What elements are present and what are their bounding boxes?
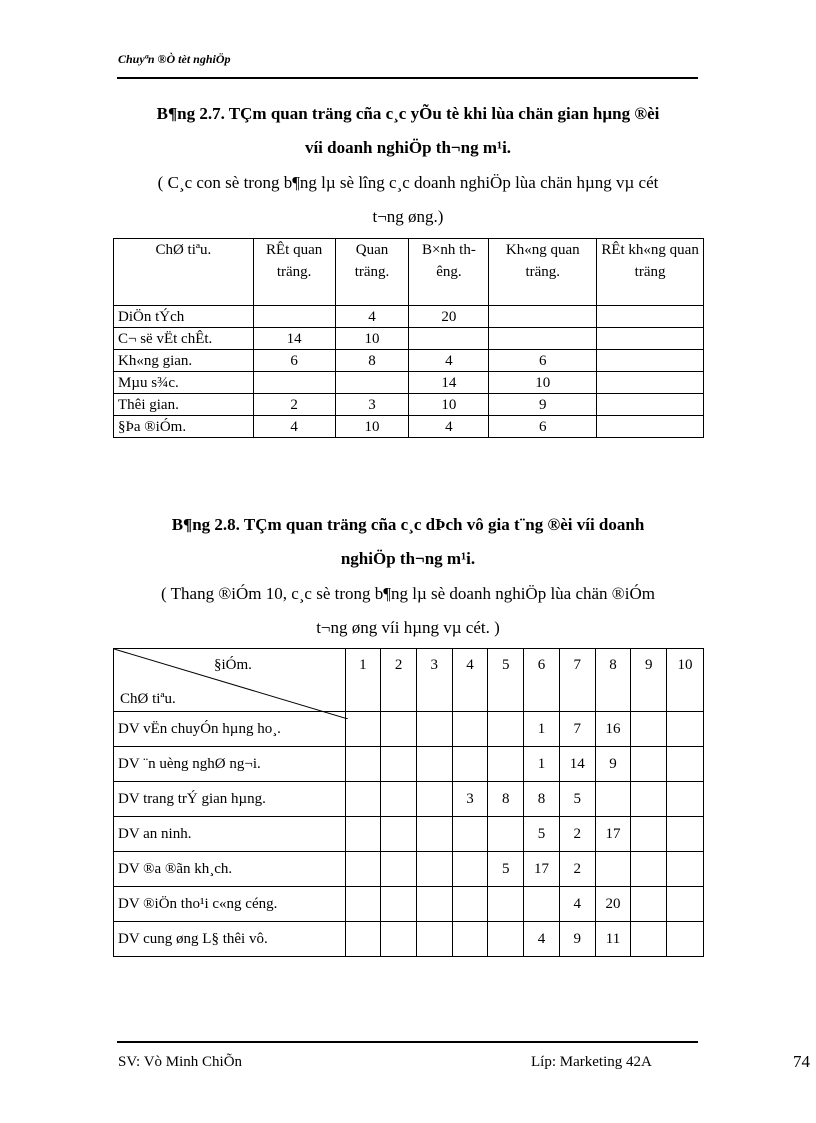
- table-cell: 4: [524, 922, 560, 957]
- table-cell: [409, 328, 489, 350]
- header-not-important: Kh«ng quan träng.: [489, 239, 597, 306]
- table-cell: 3: [452, 782, 488, 817]
- table-cell: 11: [595, 922, 631, 957]
- table-row: [114, 350, 704, 372]
- table-cell: 8: [488, 782, 524, 817]
- value-added-services-table: [113, 648, 704, 957]
- table-cell: 8: [335, 350, 409, 372]
- table-row: [114, 887, 704, 922]
- table-cell: [595, 852, 631, 887]
- table-cell: 9: [559, 922, 595, 957]
- table-cell: [667, 747, 704, 782]
- table-cell: [253, 306, 335, 328]
- table-cell: [631, 887, 667, 922]
- importance-factors-table: [113, 238, 704, 438]
- table1-title-line1: B¶ng 2.7. TÇm quan träng cña c¸c yÕu tè khi lùa chän gian hµng ®èi: [156, 104, 660, 123]
- service-cell: DV ®a ®ãn kh¸ch.: [114, 852, 346, 887]
- score-column-header: 7: [559, 649, 595, 712]
- table-cell: 1: [524, 747, 560, 782]
- table-cell: 1: [524, 712, 560, 747]
- table-cell: [488, 922, 524, 957]
- table-row: [114, 328, 704, 350]
- score-column-header: 10: [667, 649, 704, 712]
- score-column-header: 4: [452, 649, 488, 712]
- score-column-header: 3: [416, 649, 452, 712]
- table-cell: 4: [335, 306, 409, 328]
- table-cell: [345, 747, 381, 782]
- header-very-important: RÊt quan träng.: [253, 239, 335, 306]
- table-cell: [416, 747, 452, 782]
- criteria-cell: Kh«ng gian.: [114, 350, 254, 372]
- header-rule: [117, 77, 698, 79]
- table-cell: 2: [559, 852, 595, 887]
- header-important: Quan träng.: [335, 239, 409, 306]
- table-cell: [667, 887, 704, 922]
- header-normal: B×nh thêng.: [409, 239, 489, 306]
- criteria-cell: C¬ së vËt chÊt.: [114, 328, 254, 350]
- page-number: 74: [793, 1052, 810, 1071]
- table-cell: [416, 817, 452, 852]
- table-cell: 7: [559, 712, 595, 747]
- table-cell: 3: [335, 394, 409, 416]
- table-cell: 6: [489, 350, 597, 372]
- table-cell: [416, 782, 452, 817]
- table-cell: 14: [409, 372, 489, 394]
- table-cell: [335, 372, 409, 394]
- table-cell: 2: [253, 394, 335, 416]
- table-cell: [416, 712, 452, 747]
- table-cell: [597, 328, 704, 350]
- table-cell: [452, 712, 488, 747]
- table-cell: [381, 782, 417, 817]
- table-row: [114, 306, 704, 328]
- table2-note-line2: t¬ng øng víi hµng vµ cét. ): [316, 618, 500, 637]
- table-cell: 4: [409, 350, 489, 372]
- table-cell: 20: [409, 306, 489, 328]
- table-row: [114, 747, 704, 782]
- corner-criteria-label: ChØ tiªu.: [120, 691, 176, 707]
- table-cell: [597, 350, 704, 372]
- table1-title-line2: víi doanh nghiÖp th¬ng m¹i.: [304, 138, 512, 157]
- table-cell: 14: [559, 747, 595, 782]
- table-cell: 9: [595, 747, 631, 782]
- class-name: Líp: Marketing 42A: [531, 1054, 652, 1070]
- table-cell: 6: [489, 416, 597, 438]
- service-cell: DV vËn chuyÓn hµng ho¸.: [114, 712, 346, 747]
- table-cell: [452, 817, 488, 852]
- table-row: [114, 394, 704, 416]
- table-row: [114, 852, 704, 887]
- table-row: [114, 922, 704, 957]
- table-cell: 10: [335, 416, 409, 438]
- table-cell: [597, 394, 704, 416]
- table-cell: [345, 817, 381, 852]
- table-cell: 14: [253, 328, 335, 350]
- table-cell: [667, 782, 704, 817]
- table-cell: [667, 922, 704, 957]
- table-cell: [597, 372, 704, 394]
- criteria-cell: DiÖn tÝch: [114, 306, 254, 328]
- table-cell: [452, 887, 488, 922]
- table-cell: [488, 887, 524, 922]
- table-cell: [488, 712, 524, 747]
- table-cell: 8: [524, 782, 560, 817]
- table-cell: [452, 852, 488, 887]
- table-cell: [597, 416, 704, 438]
- table-cell: [416, 887, 452, 922]
- table-cell: [631, 922, 667, 957]
- criteria-cell: §Þa ®iÓm.: [114, 416, 254, 438]
- service-cell: DV cung øng L§ thêi vô.: [114, 922, 346, 957]
- table-cell: [488, 747, 524, 782]
- score-column-header: 9: [631, 649, 667, 712]
- table-cell: [631, 852, 667, 887]
- table-cell: [597, 306, 704, 328]
- corner-cell: [114, 649, 346, 712]
- table-cell: [345, 852, 381, 887]
- table-cell: [488, 817, 524, 852]
- footer-rule: [117, 1041, 698, 1043]
- score-column-header: 2: [381, 649, 417, 712]
- table-cell: 10: [489, 372, 597, 394]
- service-cell: DV trang trÝ gian hµng.: [114, 782, 346, 817]
- table-cell: 20: [595, 887, 631, 922]
- table1-note-line2: t¬ng øng.): [372, 207, 444, 226]
- table-cell: 2: [559, 817, 595, 852]
- table-cell: [381, 922, 417, 957]
- table2-note-line1: ( Thang ®iÓm 10, c¸c sè trong b¶ng lµ sè doanh nghiÖp lùa chän ®iÓm: [161, 584, 655, 603]
- table-cell: [416, 922, 452, 957]
- table-cell: [345, 922, 381, 957]
- service-cell: DV an ninh.: [114, 817, 346, 852]
- score-column-header: 6: [524, 649, 560, 712]
- score-column-header: 8: [595, 649, 631, 712]
- header-criteria: ChØ tiªu.: [114, 239, 254, 306]
- table-row: [114, 416, 704, 438]
- table-cell: 17: [524, 852, 560, 887]
- table-cell: [381, 852, 417, 887]
- criteria-cell: Thêi gian.: [114, 394, 254, 416]
- table-cell: 5: [559, 782, 595, 817]
- table-cell: [667, 817, 704, 852]
- table-cell: [489, 328, 597, 350]
- table-cell: [381, 887, 417, 922]
- table-cell: [452, 922, 488, 957]
- table-row: [114, 782, 704, 817]
- table-cell: 9: [489, 394, 597, 416]
- table-cell: [381, 747, 417, 782]
- table-cell: [345, 887, 381, 922]
- table-cell: [631, 782, 667, 817]
- table-cell: [631, 712, 667, 747]
- table-header-row: [114, 649, 704, 712]
- criteria-cell: Mµu s¾c.: [114, 372, 254, 394]
- table-header-row: [114, 239, 704, 306]
- document-header: Chuyªn ®Ò tèt nghiÖp: [118, 52, 231, 66]
- table-cell: [381, 712, 417, 747]
- table-cell: [452, 747, 488, 782]
- table-cell: 10: [335, 328, 409, 350]
- table-cell: 4: [409, 416, 489, 438]
- service-cell: DV ¨n uèng nghØ ng¬i.: [114, 747, 346, 782]
- table-cell: [253, 372, 335, 394]
- table-cell: [667, 852, 704, 887]
- table-cell: [667, 712, 704, 747]
- table-cell: [345, 782, 381, 817]
- score-column-header: 5: [488, 649, 524, 712]
- table-cell: 5: [488, 852, 524, 887]
- table-cell: 17: [595, 817, 631, 852]
- table-cell: [489, 306, 597, 328]
- table-cell: 4: [559, 887, 595, 922]
- table-cell: 5: [524, 817, 560, 852]
- table-cell: 4: [253, 416, 335, 438]
- table-cell: [524, 887, 560, 922]
- table-cell: [631, 747, 667, 782]
- table-cell: [345, 712, 381, 747]
- table-row: [114, 817, 704, 852]
- table-cell: 16: [595, 712, 631, 747]
- table-cell: [631, 817, 667, 852]
- table-row: [114, 372, 704, 394]
- table1-note-line1: ( C¸c con sè trong b¶ng lµ sè lîng c¸c doanh nghiÖp lùa chän hµng vµ cét: [157, 173, 659, 192]
- table-cell: [416, 852, 452, 887]
- student-name: SV: Vò Minh ChiÕn: [118, 1054, 243, 1070]
- score-column-header: 1: [345, 649, 381, 712]
- table-cell: [595, 782, 631, 817]
- table2-title-line1: B¶ng 2.8. TÇm quan träng cña c¸c dÞch vô gia t¨ng ®èi víi doanh: [171, 515, 645, 534]
- table-cell: [381, 817, 417, 852]
- corner-score-label: §iÓm.: [214, 657, 252, 673]
- service-cell: DV ®iÖn tho¹i c«ng céng.: [114, 887, 346, 922]
- table-cell: 6: [253, 350, 335, 372]
- table2-title-line2: nghiÖp th¬ng m¹i.: [340, 549, 476, 568]
- header-very-not-important: RÊt kh«ng quan träng: [597, 239, 704, 306]
- table-cell: 10: [409, 394, 489, 416]
